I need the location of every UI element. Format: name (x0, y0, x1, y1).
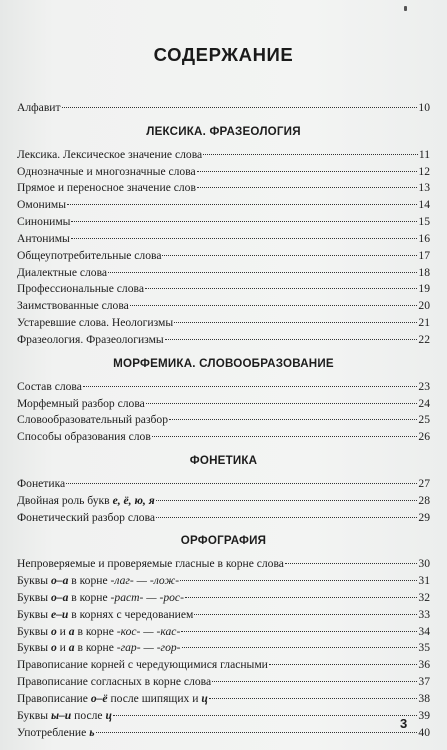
toc-entry-label: Способы образования слов (17, 430, 151, 444)
leader-dots (212, 681, 417, 682)
leader-dots (197, 171, 418, 172)
toc-entry (17, 624, 430, 641)
leader-dots (180, 580, 417, 581)
toc-entry-page: 33 (418, 607, 430, 621)
toc-entry-page: 37 (418, 675, 430, 689)
toc-entry-page: 31 (418, 574, 430, 588)
toc-entry-page: 11 (418, 147, 430, 161)
toc-entry-label: Правописание согласных в корне слова (17, 675, 212, 689)
emphasis-letters: ц (105, 708, 112, 722)
toc-entry-label: Морфемный разбор слова (17, 396, 145, 410)
toc-entry (17, 164, 430, 181)
page-number: 3 (400, 716, 408, 731)
leader-dots (182, 647, 418, 648)
toc-entry-page: 30 (418, 557, 430, 571)
toc-entry-page: 23 (418, 379, 430, 393)
toc-entry-label: Профессиональные слова (17, 282, 144, 296)
toc-entry-label: Общеупотребительные слова (17, 248, 162, 262)
label-text: в корне (68, 590, 111, 604)
label-text: Буквы (17, 641, 51, 655)
toc-entry-page: 34 (418, 624, 430, 638)
label-text: Буквы (17, 607, 51, 621)
label-text: Буквы (17, 590, 51, 604)
toc-entry-label: Фонетика (17, 476, 66, 490)
toc-entry-label: Заимствованные слова (17, 299, 129, 313)
toc-entry (17, 640, 430, 657)
leader-dots (197, 187, 417, 188)
leader-dots (113, 715, 418, 716)
italic-morpheme: -кос- — -кас- (116, 624, 181, 638)
toc-entry-label: Лексика. Лексическое значение слова (17, 147, 203, 161)
label-text: Употребление (17, 725, 90, 739)
toc-entry-label: Однозначные и многозначные слова (17, 164, 196, 178)
emphasis-letters: о–ё (90, 692, 108, 705)
toc-entry (17, 332, 430, 349)
toc-entry-label: Антонимы (17, 231, 70, 245)
leader-dots (203, 154, 418, 155)
section-gap (17, 446, 430, 453)
toc-entry-label: Прямое и переносное значение слов (17, 181, 196, 195)
label-text: Двойная роль букв (17, 493, 113, 507)
emphasis-letters: е, ё, ю, я (112, 493, 155, 507)
leader-dots (67, 204, 417, 205)
leader-dots (156, 517, 417, 518)
toc-entry-label (17, 691, 208, 708)
toc-entry-page: 13 (418, 181, 430, 195)
toc-entry (17, 180, 430, 197)
print-speck (404, 6, 407, 11)
toc-entry-page: 25 (418, 413, 430, 427)
toc-entry (17, 379, 430, 396)
toc-entry-label: Фонетический разбор слова (17, 510, 156, 524)
toc-sections (17, 117, 430, 742)
toc-entry-label (17, 725, 95, 742)
toc-entry (17, 214, 430, 231)
toc-entry-page: 35 (418, 641, 430, 655)
toc-entry-page: 28 (418, 493, 430, 507)
label-text: после (71, 708, 106, 722)
leader-dots (108, 272, 417, 273)
toc-entry-page: 14 (418, 198, 430, 212)
toc-entry (17, 315, 430, 332)
toc-entry-label (17, 607, 193, 624)
toc-entry-page: 15 (418, 215, 430, 229)
toc-entry-label: Устаревшие слова. Неологизмы (17, 316, 174, 330)
toc-entry-page: 36 (418, 658, 430, 672)
leader-dots (162, 255, 417, 256)
toc-entry-page: 10 (418, 101, 430, 114)
toc-entry-alphabet (17, 100, 430, 117)
toc-entry (17, 510, 430, 527)
toc-entry-label: Фразеология. Фразеологизмы (17, 332, 164, 346)
toc-entry-page: 17 (418, 248, 430, 262)
label-text: в корне (74, 641, 117, 655)
toc-entry-page: 20 (418, 299, 430, 313)
leader-dots (169, 419, 417, 420)
leader-dots (269, 664, 418, 665)
italic-morpheme: -гар- — -гор- (116, 641, 181, 655)
leader-dots (83, 386, 418, 387)
label-text: в корнях с чередованием (68, 607, 194, 621)
section-gap (17, 349, 430, 356)
toc-entry-label: Синонимы (17, 215, 71, 229)
label-text: Буквы (17, 624, 51, 638)
label-text: Буквы (17, 708, 51, 722)
label-text: после шипящих и (107, 692, 202, 705)
toc-entry-label: Непроверяемые и проверяемые гласные в корне слова (17, 557, 284, 571)
label-text: Буквы (17, 574, 51, 588)
leader-dots (185, 597, 417, 598)
toc-entry (17, 281, 430, 298)
toc-entry-label (17, 624, 180, 641)
section-heading: ФОНЕТИКА (189, 454, 258, 468)
toc-entry (17, 493, 430, 510)
toc-entry-page: 22 (418, 332, 430, 346)
toc-entry-page: 29 (418, 510, 430, 524)
emphasis-letters: ь (89, 725, 95, 739)
emphasis-letters: о–а (50, 590, 69, 604)
toc-entry (17, 147, 430, 164)
leader-dots (96, 732, 418, 733)
section-heading: ОРФОГРАФИЯ (180, 534, 267, 548)
toc-entry (17, 248, 430, 265)
emphasis-letters: е–и (50, 607, 69, 621)
toc-entry (17, 590, 430, 607)
label-text: и (56, 641, 69, 655)
leader-dots (174, 322, 417, 323)
toc-entry (17, 657, 430, 674)
emphasis-letters: о (50, 624, 57, 638)
toc-entry-page: 39 (418, 708, 430, 722)
section-heading: ЛЕКСИКА. ФРАЗЕОЛОГИЯ (146, 124, 301, 138)
table-of-contents (17, 100, 430, 742)
toc-entry (17, 476, 430, 493)
toc-entry-page: 21 (418, 316, 430, 330)
toc-entry-page: 40 (418, 725, 430, 739)
label-text: в корне (74, 624, 117, 638)
label-text: Правописание (17, 692, 91, 705)
toc-entry (17, 197, 430, 214)
leader-dots (130, 305, 418, 306)
emphasis-letters: ы–и (50, 708, 72, 722)
toc-entry-page: 32 (418, 590, 430, 604)
toc-entry-page: 12 (418, 164, 430, 178)
section-heading: МОРФЕМИКА. СЛОВООБРАЗОВАНИЕ (113, 356, 334, 370)
toc-entry-page: 24 (418, 396, 430, 410)
leader-dots (152, 436, 418, 437)
leader-dots (66, 483, 417, 484)
leader-dots (194, 614, 417, 615)
toc-entry (17, 691, 430, 708)
toc-entry (17, 556, 430, 573)
toc-entry-label: Омонимы (17, 198, 67, 212)
toc-entry-page: 27 (418, 476, 430, 490)
leader-dots (146, 403, 418, 404)
label-text: и (56, 624, 69, 638)
toc-entry-label (17, 573, 179, 590)
leader-dots (285, 563, 417, 564)
page-title: СОДЕРЖАНИЕ (153, 44, 294, 65)
leader-dots (71, 238, 418, 239)
toc-entry (17, 429, 430, 446)
toc-entry-label (17, 493, 155, 510)
toc-entry-label: Алфавит (17, 101, 61, 114)
toc-entry (17, 708, 430, 725)
toc-entry (17, 298, 430, 315)
toc-entry-page: 26 (418, 430, 430, 444)
emphasis-letters: о–а (50, 574, 69, 588)
toc-entry (17, 674, 430, 691)
toc-entry-label: Диалектные слова (17, 265, 108, 279)
toc-entry-page: 38 (418, 692, 430, 705)
toc-entry-page: 18 (418, 265, 430, 279)
toc-entry (17, 412, 430, 429)
leader-dots (209, 698, 418, 699)
toc-entry-label (17, 708, 112, 725)
leader-dots (165, 339, 418, 340)
leader-dots (181, 631, 417, 632)
emphasis-letters: ц (201, 692, 208, 705)
section-gap (17, 117, 430, 124)
leader-dots (71, 221, 417, 222)
emphasis-letters: о (50, 641, 57, 655)
leader-dots (145, 288, 417, 289)
toc-entry (17, 573, 430, 590)
toc-entry-page: 16 (418, 231, 430, 245)
toc-entry (17, 396, 430, 413)
emphasis-letters: а (68, 641, 75, 655)
toc-entry-label: Словообразовательный разбор (17, 413, 169, 427)
toc-entry (17, 725, 430, 742)
toc-entry (17, 231, 430, 248)
toc-entry-page: 19 (418, 282, 430, 296)
toc-entry (17, 265, 430, 282)
italic-morpheme: -лаг- — -лож- (110, 574, 180, 588)
leader-dots (156, 500, 418, 501)
toc-entry-label (17, 640, 181, 657)
toc-entry (17, 607, 430, 624)
leader-dots (62, 107, 418, 108)
label-text: в корне (68, 574, 111, 588)
section-gap (17, 526, 430, 533)
emphasis-letters: а (68, 624, 75, 638)
toc-entry-label: Состав слова (17, 379, 82, 393)
italic-morpheme: -раст- — -рос- (110, 590, 184, 604)
toc-entry-label (17, 590, 184, 607)
toc-entry-label: Правописание корней с чередующимися гласными (17, 658, 268, 672)
